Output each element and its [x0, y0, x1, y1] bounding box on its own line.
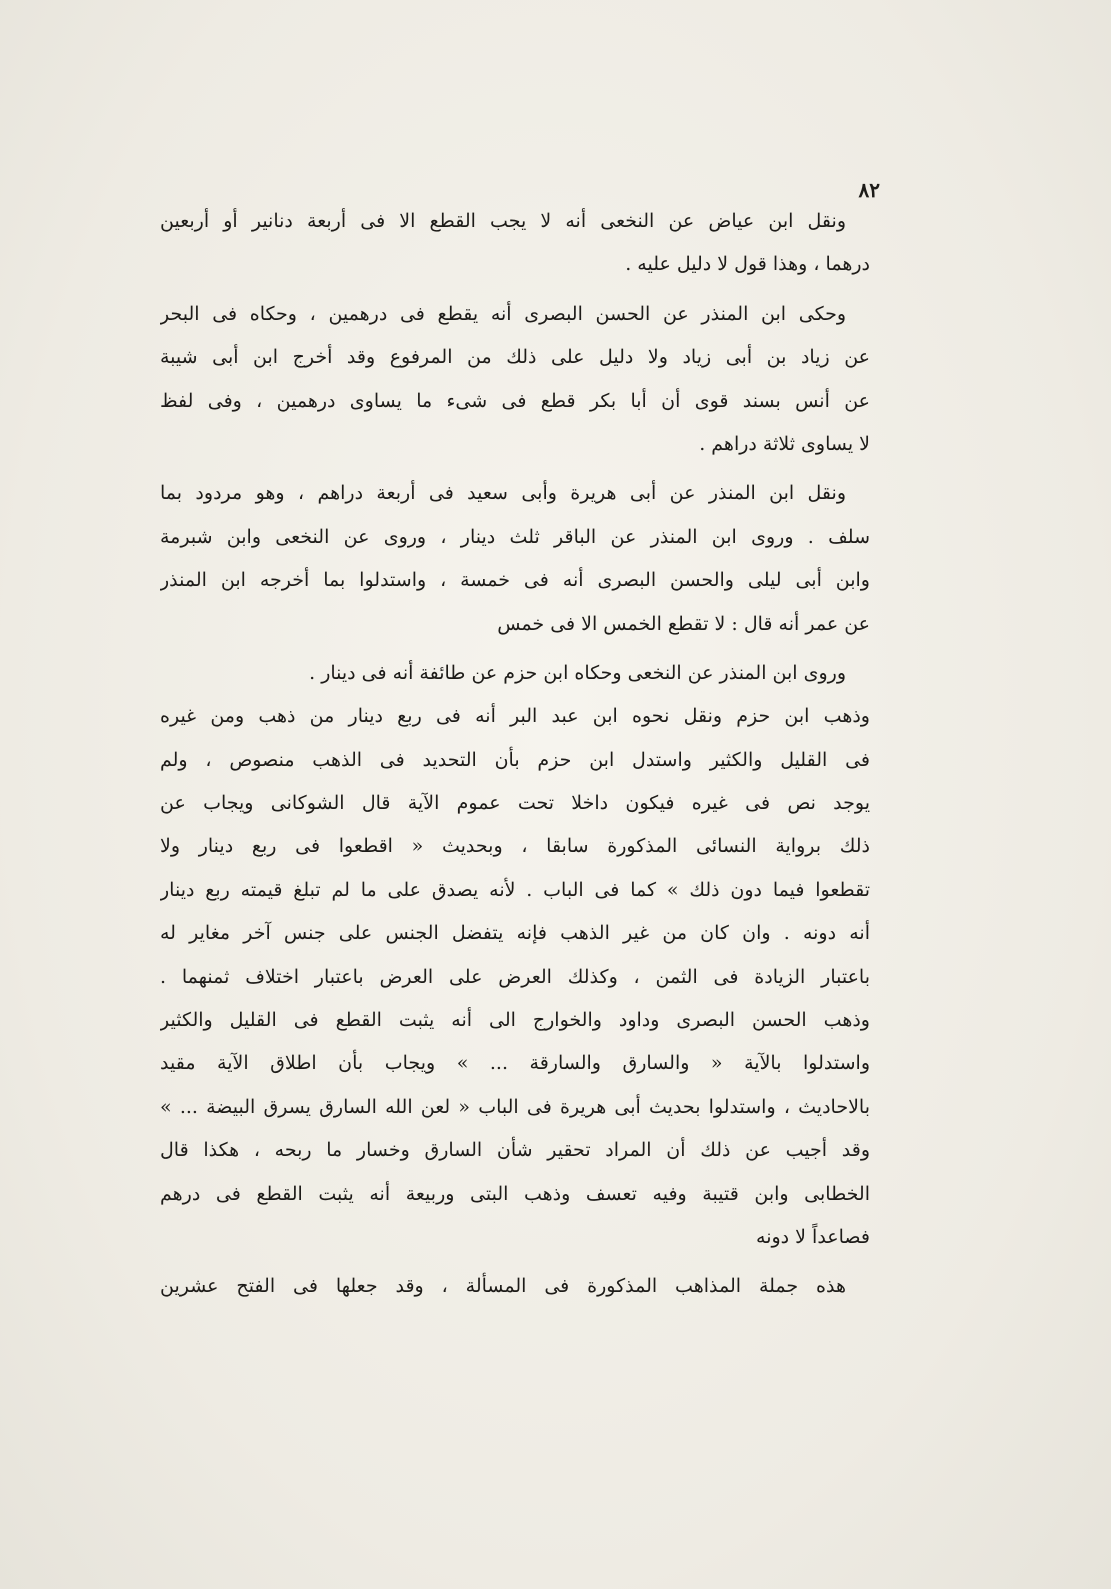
text-line: عن أنس بسند قوى أن أبا بكر قطع فى شىء ما يساوى درهمين ، وفى لفظ [160, 389, 870, 412]
page-number: ٨٢ [858, 178, 880, 202]
text-line: درهما ، وهذا قول لا دليل عليه . [625, 253, 870, 276]
text-line: تقطعوا فيما دون ذلك » كما فى الباب . لأنه يصدق على ما لم تبلغ قيمته ربع دينار [160, 878, 870, 901]
text-line: وذهب الحسن البصرى وداود والخوارج الى أنه يثبت القطع فى القليل والكثير [160, 1009, 870, 1032]
text-line: فى القليل والكثير واستدل ابن حزم بأن التحديد فى الذهب منصوص ، ولم [160, 748, 870, 771]
text-line: بالاحاديث ، واستدلوا بحديث أبى هريرة فى الباب « لعن الله السارق يسرق البيضة ... » [160, 1095, 870, 1118]
text-line: وابن أبى ليلى والحسن البصرى أنه فى خمسة ، واستدلوا بما أخرجه ابن المنذر [160, 569, 870, 592]
text-line: وروى ابن المنذر عن النخعى وحكاه ابن حزم عن طائفة أنه فى دينار . [309, 661, 846, 684]
text-line: فصاعداً لا دونه [756, 1225, 870, 1248]
text-line: أنه دونه . وان كان من غير الذهب فإنه يتفضل الجنس على جنس آخر مغاير له [160, 922, 870, 945]
text-line: وقد أجيب عن ذلك أن المراد تحقير شأن السارق وخسار ما ربحه ، هكذا قال [160, 1139, 870, 1162]
text-line: لا يساوى ثلاثة دراهم . [699, 432, 870, 455]
text-line: ذلك برواية النسائى المذكورة سابقا ، وبحديث « اقطعوا فى ربع دينار ولا [160, 835, 870, 858]
body-text [160, 200, 870, 1309]
text-line: وذهب ابن حزم ونقل نحوه ابن عبد البر أنه فى ربع دينار من ذهب ومن غيره [160, 705, 870, 728]
text-line: ونقل ابن المنذر عن أبى هريرة وأبى سعيد فى أربعة دراهم ، وهو مردود بما [160, 482, 846, 505]
text-line: عن زياد بن أبى زياد ولا دليل على ذلك من المرفوع وقد أخرج ابن أبى شيبة [160, 346, 870, 369]
text-line: ونقل ابن عياض عن النخعى أنه لا يجب القطع الا فى أربعة دنانير أو أربعين [160, 210, 846, 232]
text-line: عن عمر أنه قال : لا تقطع الخمس الا فى خمس [497, 612, 870, 635]
text-line: يوجد نص فى غيره فيكون داخلا تحت عموم الآية قال الشوكانى ويجاب عن [160, 792, 870, 815]
text-line: هذه جملة المذاهب المذكورة فى المسألة ، وقد جعلها فى الفتح عشرين [160, 1275, 846, 1298]
text-line: سلف . وروى ابن المنذر عن الباقر ثلث دينار ، وروى عن النخعى وابن شبرمة [160, 525, 870, 548]
text-line: باعتبار الزيادة فى الثمن ، وكذلك العرض على العرض باعتبار اختلاف ثمنهما . [160, 965, 870, 988]
text-line: الخطابى وابن قتيبة وفيه تعسف وذهب البتى وربيعة أنه يثبت القطع فى درهم [160, 1182, 870, 1205]
text-line: واستدلوا بالآية « والسارق والسارقة ... » ويجاب بأن اطلاق الآية مقيد [160, 1052, 870, 1075]
text-line: وحكى ابن المنذر عن الحسن البصرى أنه يقطع فى درهمين ، وحكاه فى البحر [160, 302, 846, 325]
